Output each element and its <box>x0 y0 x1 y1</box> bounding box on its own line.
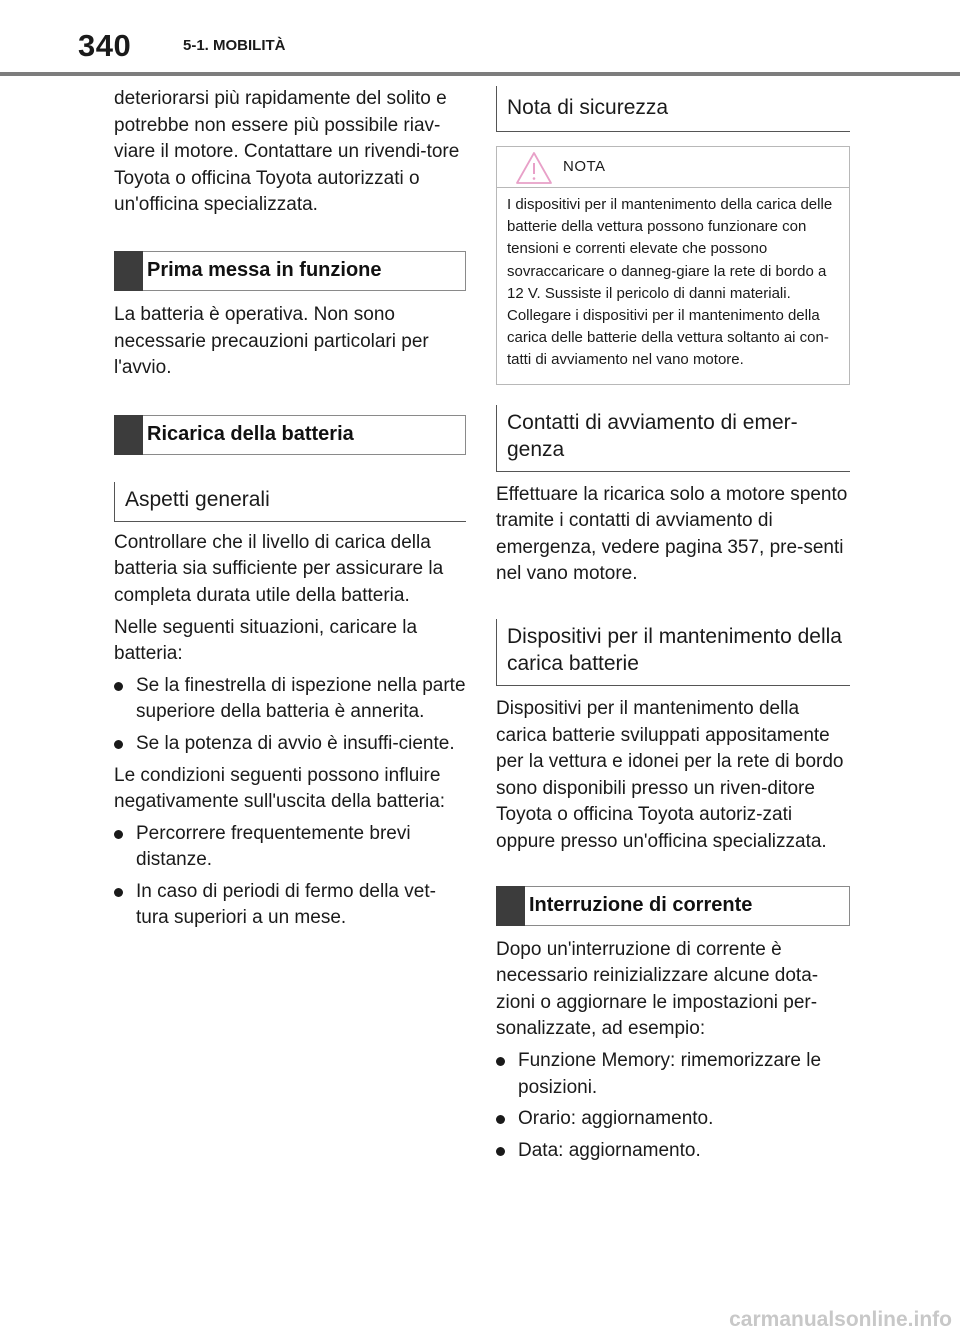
note-header <box>497 147 849 188</box>
list-item: Funzione Memory: rimemorizzare le posizioni. <box>496 1048 850 1101</box>
list-item: Se la finestrella di ispezione nella parte superiore della batteria è annerita. <box>114 673 466 726</box>
paragraph-interruzione: Dopo un'interruzione di corrente è necessario reinizializzare alcune dota-zioni o aggiornare le impostazioni per-sonalizzate, ad esempio: <box>496 938 819 1040</box>
section-header-ricarica <box>114 415 466 455</box>
watermark: carmanualsonline.info <box>729 1308 952 1331</box>
note-label: NOTA <box>563 158 606 175</box>
prima-messa-paragraph: La batteria è operativa. Non sono necessarie precauzioni particolari per l'avvio. <box>114 303 429 379</box>
warning-triangle-icon <box>515 151 553 185</box>
section-title: Ricarica della batteria <box>147 423 354 446</box>
paragraph-controllare: Controllare che il livello di carica della batteria sia sufficiente per assicurare la completa durata utile della batteria. <box>114 531 444 606</box>
right-column <box>496 86 850 1164</box>
subsection-heading-contatti: Contatti di avviamento di emer-genza <box>496 405 850 472</box>
list-item: Orario: aggiornamento. <box>496 1106 850 1133</box>
intro-paragraph: deteriorarsi più rapidamente del solito e potrebbe non essere più possibile riav-viare il motore. Contattare un rivendi-tore Toyota o officina Toyota autorizzati o un'officina specializzata. <box>114 88 460 216</box>
header-divider <box>0 72 960 76</box>
section-title: Interruzione di corrente <box>529 894 753 917</box>
bullet-list-interruzione <box>496 1048 850 1164</box>
list-item: Percorrere frequentemente brevi distanze. <box>114 821 466 874</box>
section-header-interruzione <box>496 886 850 926</box>
subsection-heading-aspetti: Aspetti generali <box>114 482 466 522</box>
left-column <box>114 86 466 932</box>
section-bar-marker <box>496 886 525 926</box>
bullet-list-situazioni <box>114 673 466 758</box>
list-item: Se la potenza di avvio è insuffi-ciente. <box>114 731 466 758</box>
bullet-list-condizioni <box>114 821 466 932</box>
list-item: In caso di periodi di fermo della vet-tura superiori a un mese. <box>114 879 466 932</box>
note-box <box>496 146 850 385</box>
paragraph-contatti: Effettuare la ricarica solo a motore spento tramite i contatti di avviamento di emergenza, vedere pagina 357, pre-senti nel vano motore. <box>496 483 848 585</box>
subsection-heading-nota-sicurezza: Nota di sicurezza <box>496 86 850 132</box>
paragraph-dispositivi: Dispositivi per il mantenimento della carica batterie sviluppati appositamente per la vettura e idonei per la rete di bordo sono disponibili presso un riven-ditore Toyota o officina Toyota autoriz-zati oppure presso un'officina specializzata. <box>496 698 844 852</box>
note-text: I dispositivi per il mantenimento della carica delle batterie della vettura possono funzionare con tensioni e correnti elevate che possono sovraccaricare o danneg-giare la rete di bordo a 12 V. Sussiste il pericolo di danni materiali. Collegare i dispositivi per il mantenimento della carica delle batterie della vettura soltanto ai con-tatti di avviamento nel vano motore. <box>507 196 833 369</box>
section-bar-marker <box>114 415 143 455</box>
page-number: 340 <box>78 28 132 63</box>
paragraph-situazioni: Nelle seguenti situazioni, caricare la batteria: <box>114 616 418 665</box>
paragraph-condizioni: Le condizioni seguenti possono influire negativamente sull'uscita della batteria: <box>114 764 446 813</box>
section-header-prima-messa <box>114 251 466 291</box>
list-item: Data: aggiornamento. <box>496 1138 850 1165</box>
subsection-heading-dispositivi: Dispositivi per il mantenimento della carica batterie <box>496 619 850 686</box>
chapter-title: 5-1. MOBILITÀ <box>183 37 286 54</box>
page-header <box>0 0 960 78</box>
section-bar-marker <box>114 251 143 291</box>
section-title: Prima messa in funzione <box>147 259 382 282</box>
